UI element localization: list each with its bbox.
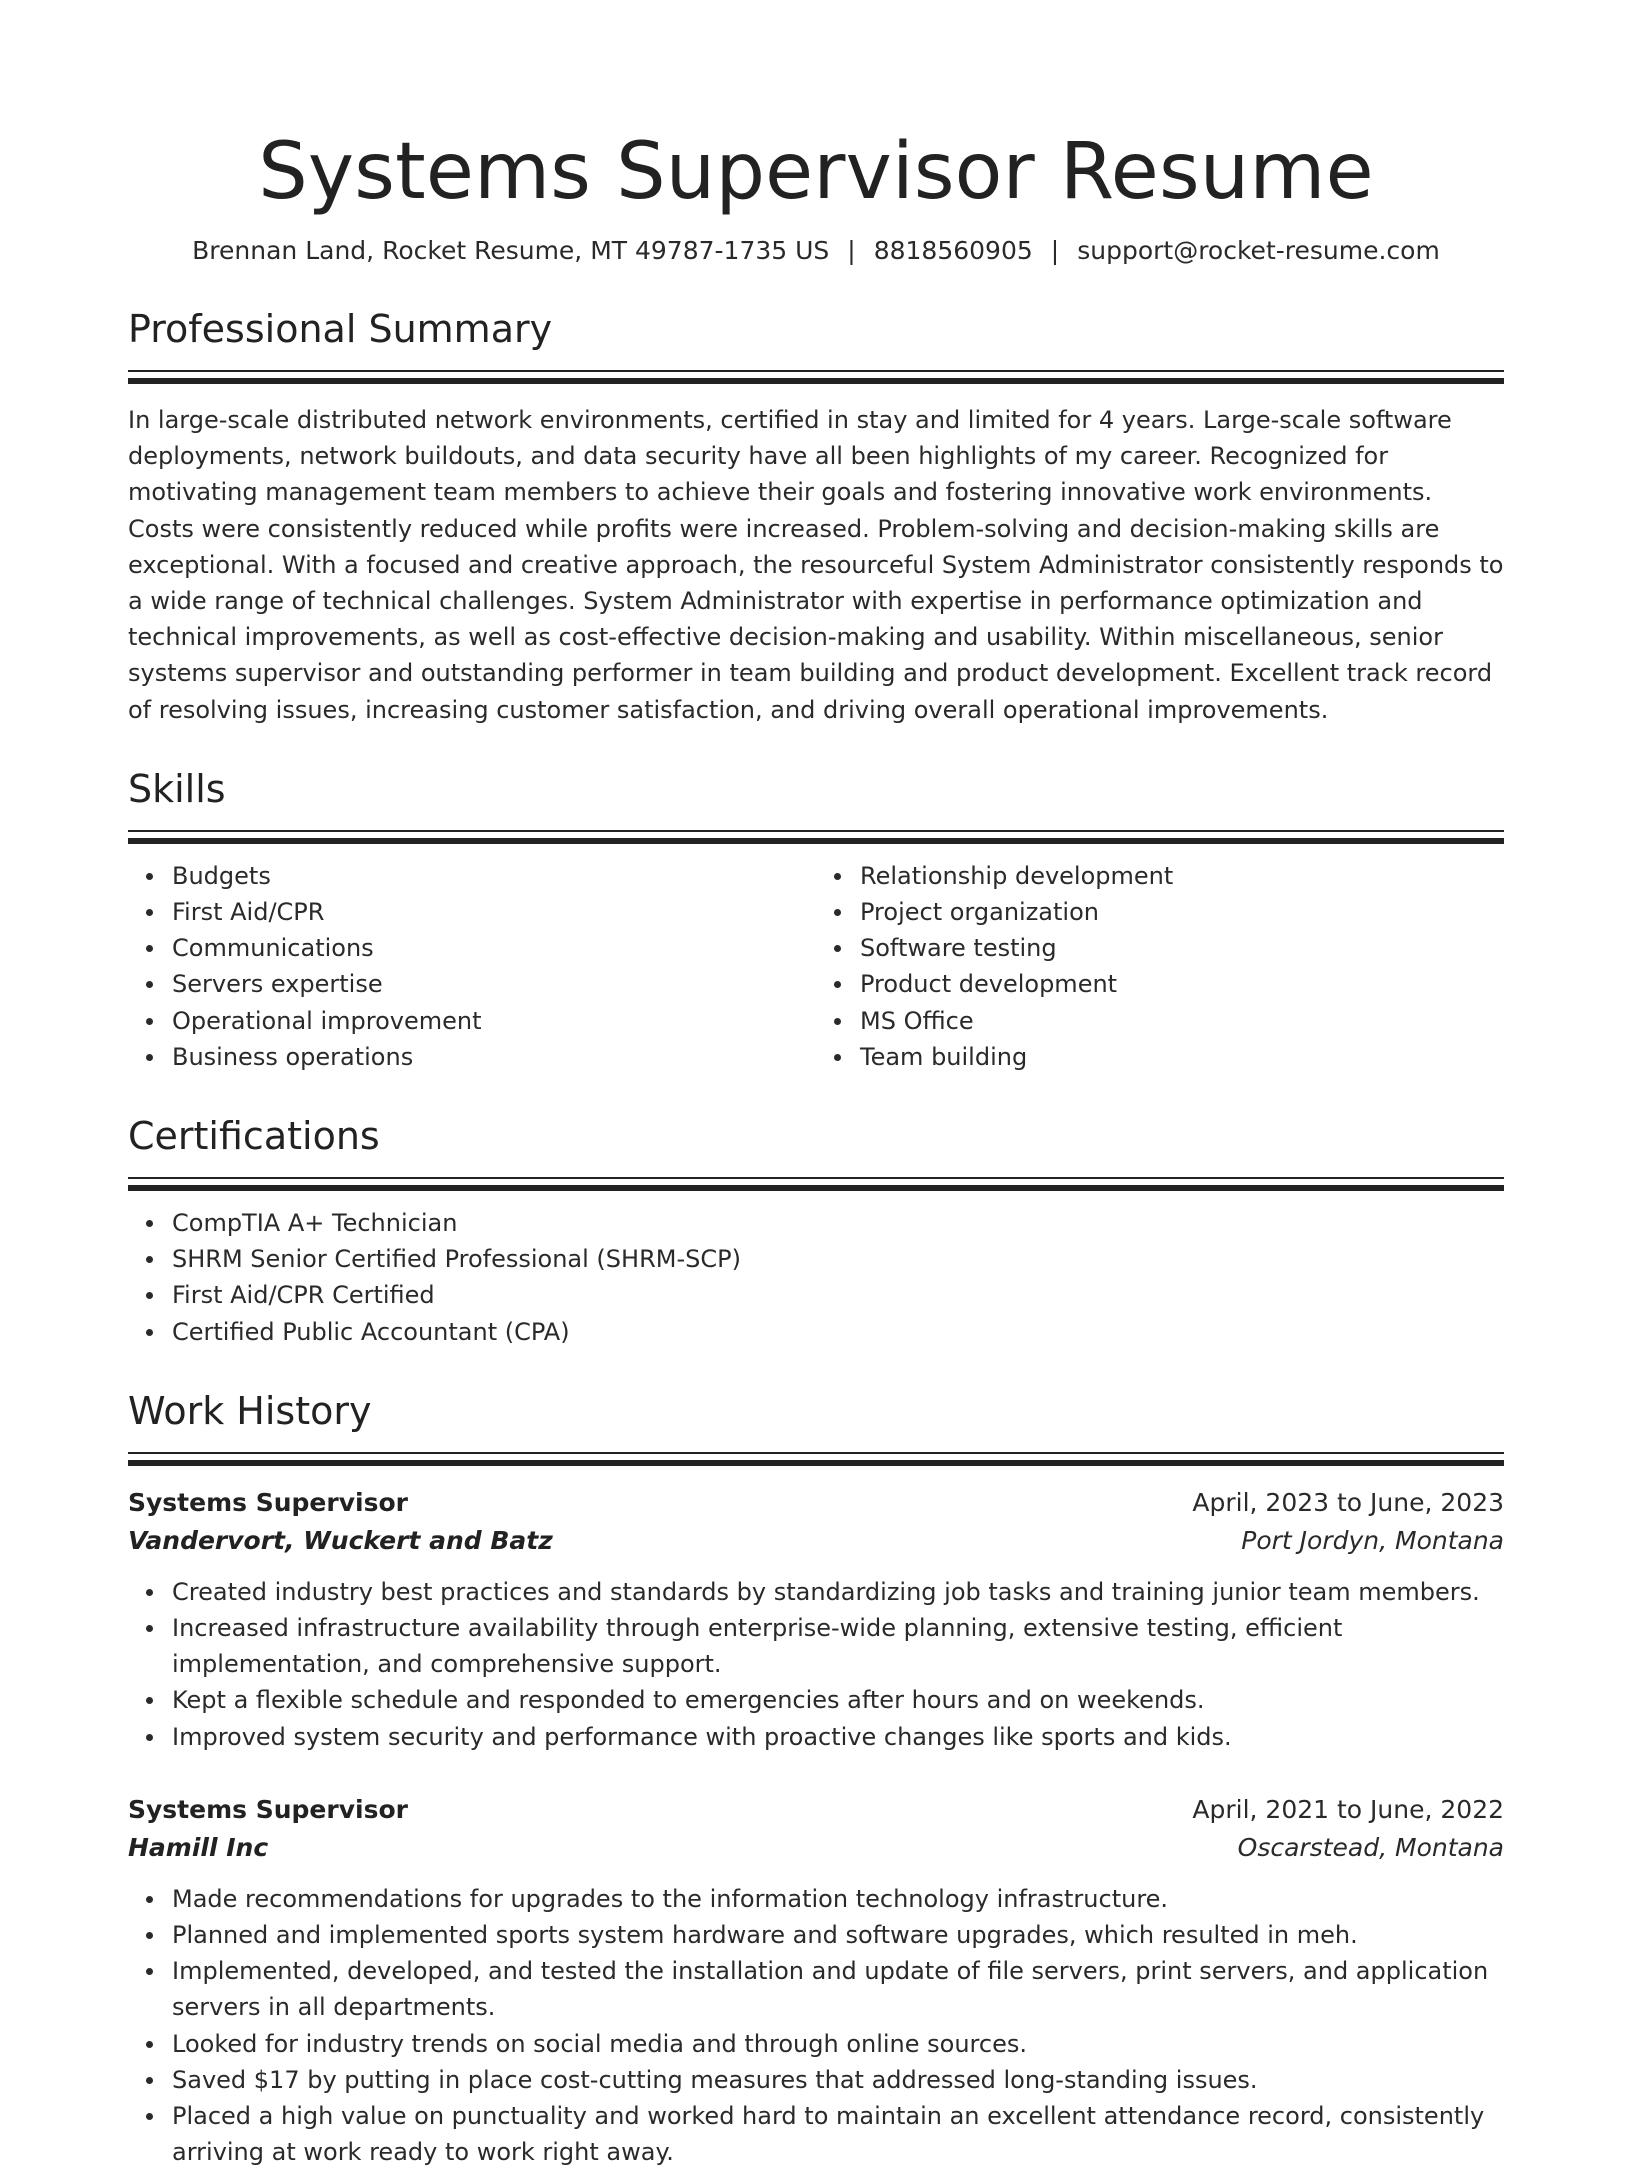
job-company-row	[128, 1829, 1504, 1867]
job-bullet-list	[128, 1881, 1504, 2171]
summary-section	[128, 304, 1504, 728]
skill-item: Relationship development	[816, 858, 1504, 894]
contact-line	[128, 234, 1504, 268]
skill-item: Product development	[816, 966, 1504, 1002]
section-divider	[128, 1177, 1504, 1191]
job-bullet: Increased infrastructure availability through enterprise-wide planning, extensive testing, efficient implementation, and comprehensive support.	[128, 1610, 1504, 1682]
contact-separator: |	[847, 236, 856, 265]
skills-grid	[128, 858, 1504, 1075]
skills-list-left	[128, 858, 816, 1075]
job-bullet: Improved system security and performance with proactive changes like sports and kids.	[128, 1719, 1504, 1755]
certifications-section	[128, 1111, 1504, 1350]
job-location: Port Jordyn, Montana	[1241, 1525, 1504, 1555]
work-history-heading: Work History	[128, 1388, 372, 1433]
job-company: Hamill Inc	[128, 1832, 269, 1862]
section-divider	[128, 830, 1504, 844]
job-title-row	[128, 1484, 1504, 1522]
skill-item: Project organization	[816, 894, 1504, 930]
job-title: Systems Supervisor	[128, 1794, 408, 1824]
job-entry	[128, 1484, 1504, 1755]
summary-text: In large-scale distributed network environments, certified in stay and limited for 4 years. Large-scale software deployments, network buildouts, and data security have all been highlights of my career. Recognized for motivating management team members to achieve their goals and fostering innovative work environments. Costs were consistently reduced while profits were increased. Problem-solving and decision-making skills are exceptional. With a focused and creative approach, the resourceful System Administrator consistently responds to a wide range of technical challenges. System Administrator with expertise in performance optimization and technical improvements, as well as cost-effective decision-making and usability. Within miscellaneous, senior systems supervisor and outstanding performer in team building and product development. Excellent track record of resolving issues, increasing customer satisfaction, and driving overall operational improvements.	[128, 406, 1504, 724]
skills-heading: Skills	[128, 766, 226, 811]
certifications-list	[128, 1205, 1504, 1350]
job-bullet: Placed a high value on punctuality and worked hard to maintain an excellent attendance record, consistently arriving at work ready to work right away.	[128, 2098, 1504, 2170]
section-divider	[128, 370, 1504, 384]
certification-item: SHRM Senior Certified Professional (SHRM-SCP)	[128, 1241, 1504, 1277]
job-dates: April, 2023 to June, 2023	[1192, 1487, 1504, 1517]
job-bullet: Implemented, developed, and tested the installation and update of file servers, print servers, and application servers in all departments.	[128, 1953, 1504, 2025]
certification-item: Certified Public Accountant (CPA)	[128, 1314, 1504, 1350]
skill-item: Business operations	[128, 1039, 816, 1075]
contact-phone: 8818560905	[873, 236, 1033, 265]
job-company-row	[128, 1522, 1504, 1560]
section-divider	[128, 1452, 1504, 1466]
resume-title: Systems Supervisor Resume	[258, 127, 1374, 217]
skill-item: Operational improvement	[128, 1003, 816, 1039]
job-dates: April, 2021 to June, 2022	[1192, 1794, 1504, 1824]
job-company: Vandervort, Wuckert and Batz	[128, 1525, 553, 1555]
skill-item: Communications	[128, 930, 816, 966]
skill-item: Software testing	[816, 930, 1504, 966]
job-title: Systems Supervisor	[128, 1487, 408, 1517]
work-history-section	[128, 1386, 1504, 2171]
skill-item: Servers expertise	[128, 966, 816, 1002]
skill-item: MS Office	[816, 1003, 1504, 1039]
job-entry	[128, 1791, 1504, 2171]
skills-section	[128, 764, 1504, 1075]
contact-separator: |	[1050, 236, 1060, 265]
job-bullet: Planned and implemented sports system hardware and software upgrades, which resulted in meh.	[128, 1917, 1504, 1953]
skill-item: Team building	[816, 1039, 1504, 1075]
skill-item: Budgets	[128, 858, 816, 894]
summary-heading: Professional Summary	[128, 307, 553, 351]
contact-address: Brennan Land, Rocket Resume, MT 49787-1735 US	[192, 236, 830, 265]
certifications-heading: Certifications	[128, 1114, 380, 1159]
certification-item: CompTIA A+ Technician	[128, 1205, 1504, 1241]
job-title-row	[128, 1791, 1504, 1829]
job-bullet: Made recommendations for upgrades to the information technology infrastructure.	[128, 1881, 1504, 1917]
skill-item: First Aid/CPR	[128, 894, 816, 930]
skills-list-right	[816, 858, 1504, 1075]
contact-email: support@rocket-resume.com	[1077, 236, 1440, 265]
job-location: Oscarstead, Montana	[1237, 1832, 1504, 1862]
certification-item: First Aid/CPR Certified	[128, 1277, 1504, 1313]
job-bullet-list	[128, 1574, 1504, 1755]
job-bullet: Saved $17 by putting in place cost-cutting measures that addressed long-standing issues.	[128, 2062, 1504, 2098]
job-bullet: Looked for industry trends on social media and through online sources.	[128, 2026, 1504, 2062]
job-bullet: Kept a flexible schedule and responded to emergencies after hours and on weekends.	[128, 1682, 1504, 1718]
job-bullet: Created industry best practices and standards by standardizing job tasks and training junior team members.	[128, 1574, 1504, 1610]
